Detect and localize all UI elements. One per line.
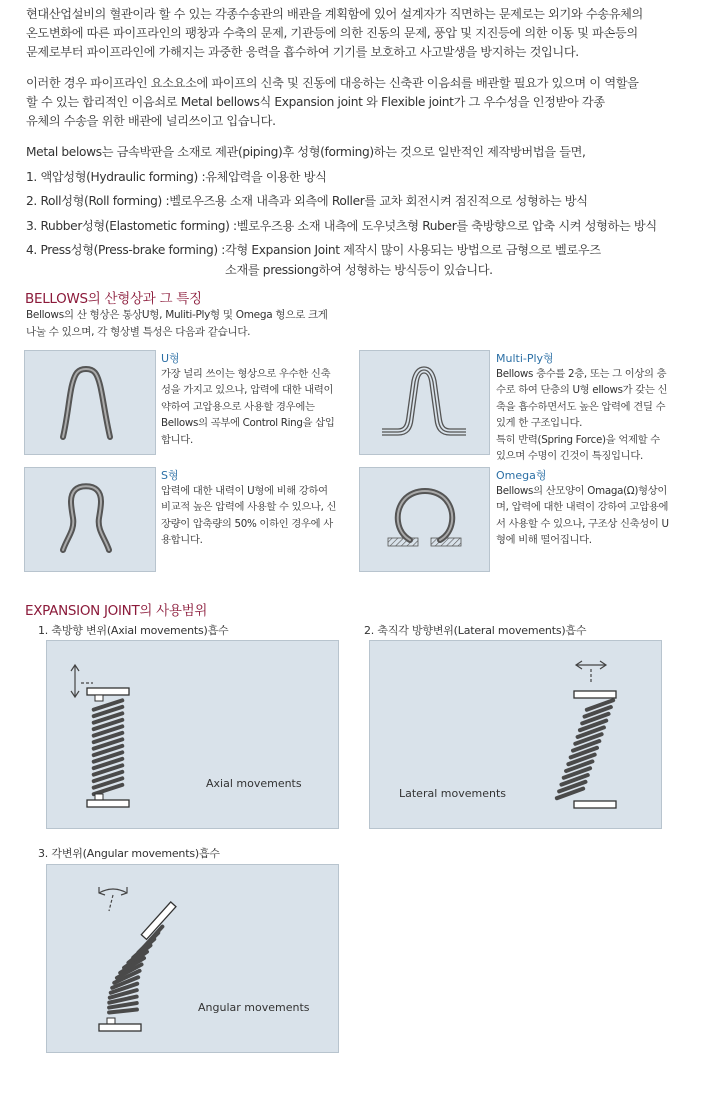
text-line: Bellows의 산 형상은 통상U형, Muliti-Ply형 및 Omega 형으로 크게 [26,309,328,321]
axial-label: Axial movements [206,777,302,790]
bellows-intro [26,307,356,341]
text-line: 문제로부터 파이프라인에 가해지는 과중한 응력을 흡수하여 기기를 보호하고 사고발생을 방지하는 것입니다. [26,45,579,59]
multi-ply-shape-image [359,350,490,455]
s-shape-description [161,483,351,549]
text-line: 수로 하여 단층의 U형 ellows가 갖는 신 [496,384,668,397]
method-text-line: 소재를 pressiong하여 성형하는 방식등이 있습니다. [225,262,493,277]
text-line: 압력에 대한 내력이 U형에 비해 강하여 [161,485,328,497]
angular-movement-image [46,864,339,1053]
text-line: 이러한 경우 파이프라인 요소요소에 파이프의 신축 및 진동에 대응하는 신축관 이음쇠를 배관할 필요가 있으며 이 역할을 [26,76,639,90]
list-item [26,192,716,212]
method-label: 4. Press성형(Press-brake forming) : [26,243,226,257]
angular-caption: 3. 각변위(Angular movements)흡수 [38,847,220,860]
expansion-heading: EXPANSION JOINT의 사용범위 [25,603,208,619]
text-line: 있게 한 구조입니다. [496,417,583,430]
u-shape-description [161,366,351,448]
text-line: 가장 널리 쓰이는 형상으로 우수한 신축 [161,368,331,380]
text-line: 장량이 압축량의 50% 이하인 경우에 사 [161,517,333,530]
multi-ply-shape-description [496,366,686,464]
methods-intro: Metal belows는 금속박판을 소재로 제관(piping)후 성형(forming)하는 것으로 일반적인 제작방버법을 들면, [26,145,586,159]
text-line: 서 사용할 수 있으나, 구조상 신축성이 U [496,517,669,530]
omega-shape-description [496,483,686,549]
text-line: 합니다. [161,433,193,446]
axial-movement-image [46,640,339,829]
text-line: 유체의 수송을 위한 배관에 널리쓰이고 입습니다. [26,114,276,128]
methods-list [26,143,716,280]
method-text: 벨로우즈용 소재 내측에 도우넛츠형 Ruber를 축방향으로 압축 시켜 성형하는 방식 [236,218,657,233]
s-shape-title: S형 [161,469,179,482]
text-line: 용합니다. [161,534,203,547]
method-label: 3. Rubber성형(Elastometic forming) : [26,218,237,233]
text-line: 특히 반력(Spring Force)을 억제할 수 [496,433,660,446]
s-shape-image [24,467,156,572]
text-line: 있으며 수명이 긴것이 특징입니다. [496,450,643,463]
text-line: 성을 가지고 있으나, 압력에 대한 내력이 [161,384,334,397]
axial-caption: 1. 축방향 변위(Axial movements)흡수 [38,624,229,637]
omega-shape-title: Omega형 [496,469,547,482]
method-text-line: 각형 Expansion Joint 제작시 많이 사용되는 방법으로 금형으로 벨로우즈 [225,243,601,257]
method-text: 벨로우즈용 소재 내측과 외측에 Roller를 교차 회전시켜 점진적으로 성형하는 방식 [169,194,588,208]
text-line: Bellows의 산모양이 Omaga(Ω)형상이 [496,485,668,497]
lateral-label: Lateral movements [399,787,506,800]
method-label: 2. Roll성형(Roll forming) : [26,194,170,208]
text-line: 축을 흡수하면서도 높은 압력에 견딜 수 [496,400,666,413]
omega-shape-image [359,467,490,572]
text-line: 비교적 높은 압력에 사용할 수 있으나, 신 [161,501,337,514]
list-item [26,168,716,188]
list-item [26,217,716,237]
text-line: 온도변화에 따른 파이프라인의 팽창과 수축의 문제, 기관등에 의한 진동의 문제, 풍압 및 지진등에 의한 이동 및 파손등의 [26,26,638,40]
angular-label: Angular movements [198,1001,310,1014]
text-line: Bellows의 곡부에 Control Ring을 삽입 [161,417,335,430]
method-text: 유체압력을 이용한 방식 [205,169,327,184]
lateral-movement-image [369,640,662,829]
u-shape-image [24,350,156,455]
lateral-caption: 2. 축직각 방향변위(Lateral movements)흡수 [364,624,587,637]
list-item [26,241,716,280]
text-line: 약하여 고압용으로 사용할 경우에는 [161,400,315,413]
text-line: 나눌 수 있으며, 각 형상별 특성은 다음과 같습니다. [26,326,251,338]
u-shape-title: U형 [161,352,180,365]
text-line: 며, 압력에 대한 내력이 강하여 고압용에 [496,501,669,514]
text-line: 할 수 있는 합리적인 이음쇠로 Metal bellows식 Expansion joint 와 Flexible joint가 그 우수성을 인정받아 각종 [26,95,605,109]
multi-ply-shape-title: Multi-Ply형 [496,352,554,365]
method-text [225,241,601,280]
text-line: Bellows 층수를 2층, 또는 그 이상의 층 [496,368,667,380]
intro-paragraph-1 [26,5,706,62]
text-line: 현대산업설비의 혈관이라 할 수 있는 각종수송관의 배관을 계획함에 있어 설계자가 직면하는 문제로는 외기와 수송유체의 [26,7,643,21]
bellows-heading: BELLOWS의 산형상과 그 특징 [25,291,202,307]
text-line: 형에 비해 떨어집니다. [496,534,592,547]
method-label: 1. 액압성형(Hydraulic forming) : [26,169,206,184]
intro-paragraph-2 [26,74,706,131]
